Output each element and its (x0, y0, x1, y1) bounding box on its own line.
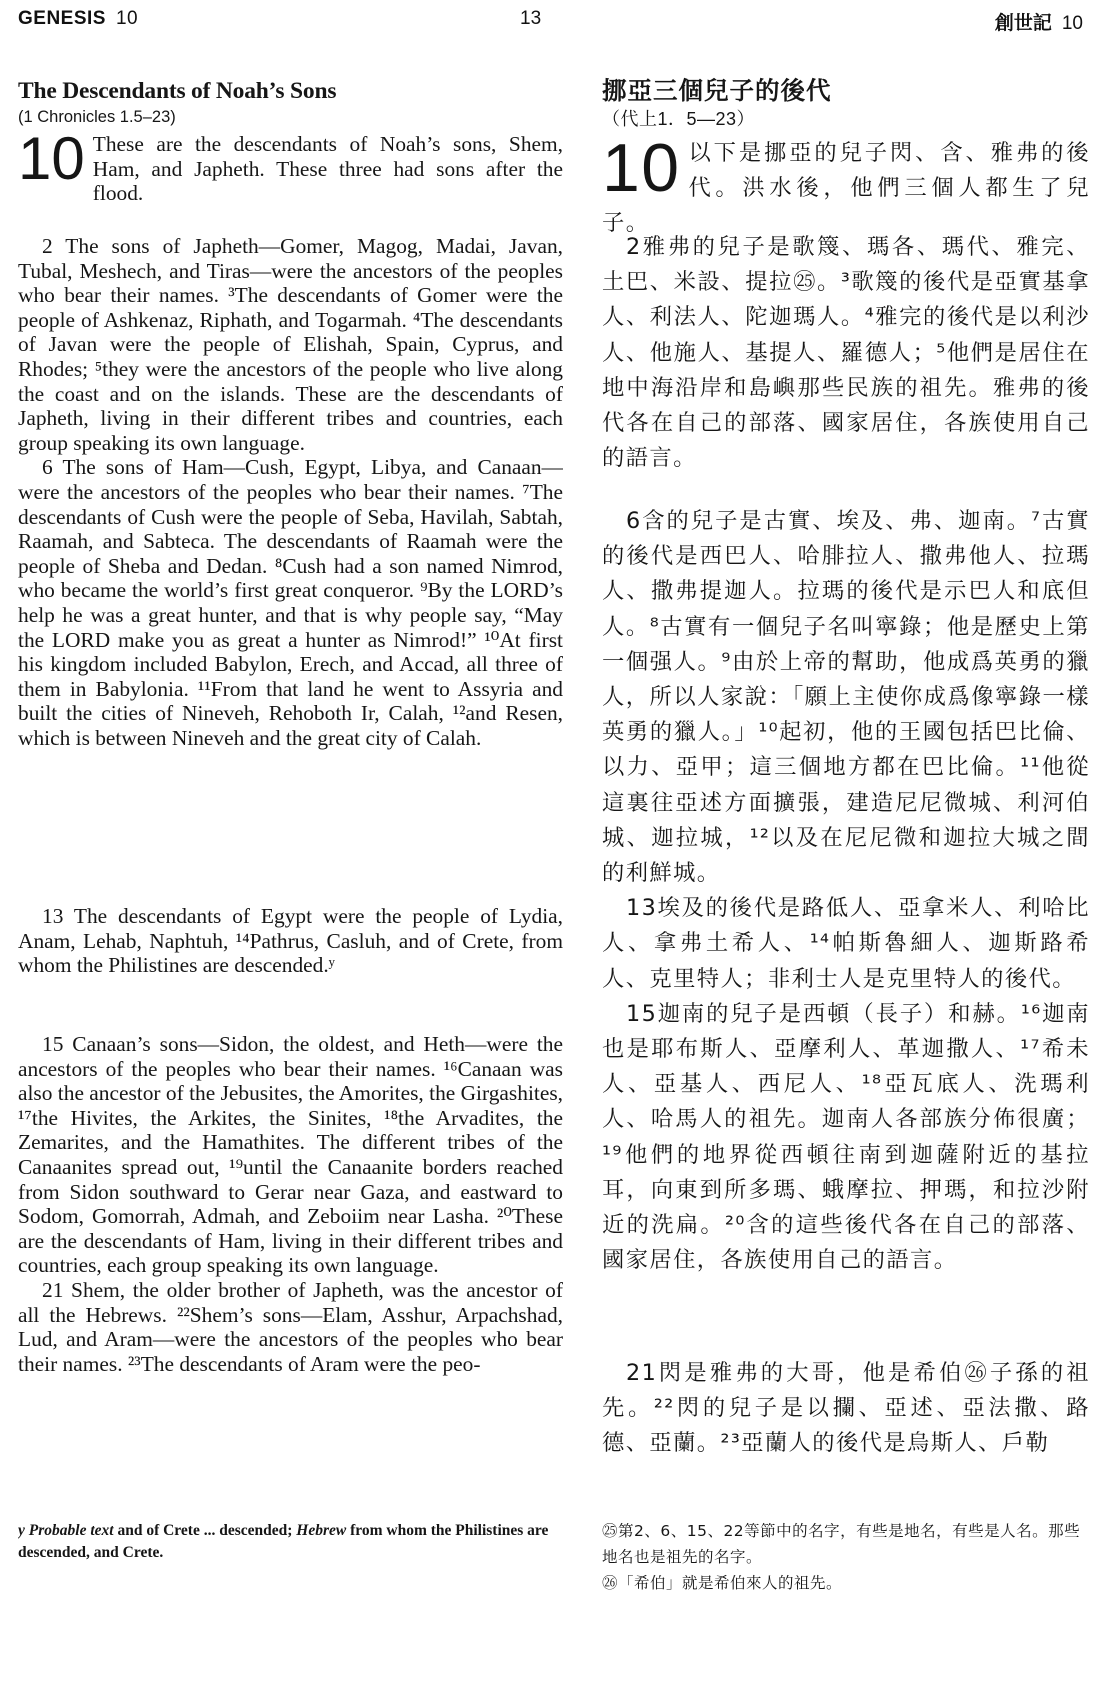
running-head-book-en: GENESIS (18, 8, 106, 29)
cross-reference-en: (1 Chronicles 1.5–23) (18, 108, 176, 126)
paragraph-zh-1 (602, 130, 1090, 242)
chapter-number-zh: 10 (602, 130, 681, 206)
paragraph-zh-6: 21閃是雅弗的大哥，他是希伯㉖子孫的祖先。²²閃的兒子是以攔、亞述、亞法撒、路德、亞蘭。²³亞蘭人的後代是烏斯人、戶勒 (602, 1360, 1090, 1457)
paragraph-zh-5: 15迦南的兒子是西頓（長子）和赫。¹⁶迦南也是耶布斯人、亞摩利人、革迦撒人、¹⁷希未人、亞基人、西尼人、¹⁸亞瓦底人、洗瑪利人、哈馬人的祖先。迦南人各部族分佈很廣；¹⁹他們的地界從西頓往南到迦薩附近的基拉耳，向東到所多瑪、蛾摩拉、押瑪，和拉沙附近的洗扁。²⁰含的這些後代各在自己的部落、國家居住，各族使用自己的語言。 (602, 1000, 1090, 1274)
footnote-label-1: Probable text (28, 1522, 114, 1539)
paragraph-text: These are the descendants of Noah’s sons, Shem, Ham, and Japheth. These three had sons after the flood. (92, 132, 563, 206)
footnotes-zh (602, 1518, 1090, 1596)
paragraph-en-5: 15 Canaan’s sons—Sidon, the oldest, and Heth—were the ancestors of the peoples who bear their names. ¹⁶Canaan was also the ancestor of the Jebusites, the Amorites, the Girgashites, ¹⁷the Hivites, the Arkites, the Sinites, ¹⁸the Arvadites, the Zemarites, and the Hamathites. The different tribes of the Canaanites spread out, ¹⁹until the Canaanite borders reached from Sidon southward to Gerar near Gaza, and eastward to Sodom, Gomorrah, Admah, and Zeboiim near Lasha. ²⁰These are the descendants of Ham, living in their different tribes and countries, each group speaking its own language. (18, 1032, 563, 1278)
running-head (0, 0, 1107, 40)
paragraph-en-3: 6 The sons of Ham—Cush, Egypt, Libya, and Canaan—were the ancestors of the peoples who bear their names. ⁷The descendants of Cush were the people of Seba, Havilah, Sabtah, Raamah, and Sabteca. The descendants of Raamah were the people of Sheba and Dedan. ⁸Cush had a son named Nimrod, who became the world’s first great conqueror. ⁹By the LORD’s help he was a great hunter, and that is why people say, “May the LORD make you as great a hunter as Nimrod!” ¹⁰At first his kingdom included Babylon, Erech, and Accad, all three of them in Babylonia. ¹¹From that land he went to Assyria and built the cities of Nineveh, Rehoboth Ir, Calah, ¹²and Resen, which is between Nineveh and the great city of Calah. (18, 455, 563, 750)
paragraph-en-6: 21 Shem, the older brother of Japheth, was the ancestor of all the Hebrews. ²²Shem’s sons—Elam, Asshur, Arpachshad, Lud, and Aram—were the ancestors of the peoples who bear their names. ²³The descendants of Aram were the peo- (18, 1277, 563, 1376)
footnote-zh-1: ㉕第2、6、15、22等節中的名字，有些是地名，有些是人名。那些地名也是祖先的名字。 (602, 1522, 1081, 1566)
paragraph-en-1 (18, 125, 563, 206)
cross-reference-zh: （代上1．5—23） (602, 109, 756, 129)
paragraph-en-4: 13 The descendants of Egypt were the people of Lydia, Anam, Lehab, Naphtuh, ¹⁴Pathrus, Casluh, and of Crete, from whom the Philistines are descended.ʸ (18, 904, 563, 978)
running-head-left (18, 8, 138, 30)
running-head-right (995, 8, 1083, 35)
running-head-chapter-zh: 10 (1061, 13, 1083, 34)
footnote-marker: y (18, 1522, 25, 1539)
page-number: 13 (520, 8, 542, 29)
footnote-text-1: and of Crete ... descended; (117, 1522, 293, 1539)
chinese-column (602, 66, 1090, 1666)
paragraph-zh-4: 13埃及的後代是路低人、亞拿米人、利哈比人、拿弗土希人、¹⁴帕斯魯細人、迦斯路希人、克里特人；非利士人是克里特人的後代。 (602, 895, 1090, 992)
running-head-chapter-en: 10 (115, 8, 139, 29)
footnote-zh-2: ㉖「希伯」就是希伯來人的祖先。 (602, 1574, 843, 1592)
paragraph-zh-3: 6含的兒子是古實、埃及、弗、迦南。⁷古實的後代是西巴人、哈腓拉人、撒弗他人、拉瑪人、撒弗提迦人。拉瑪的後代是示巴人和底但人。⁸古實有一個兒子名叫寧錄；他是歷史上第一個强人。⁹由於上帝的幫助，他成爲英勇的獵人，所以人家說：「願上主使你成爲像寧錄一樣英勇的獵人。」¹⁰起初，他的王國包括巴比倫、以力、亞甲；這三個地方都在巴比倫。¹¹他從這裏往亞述方面擴張，建造尼尼微城、利河伯城、迦拉城，¹²以及在尼尼微和迦拉大城之間的利鮮城。 (602, 508, 1090, 887)
running-head-book-zh: 創世記 (994, 13, 1052, 34)
paragraph-en-2: 2 The sons of Japheth—Gomer, Magog, Madai, Javan, Tubal, Meshech, and Tiras—were the ancestors of the peoples who bear their names. ³The descendants of Gomer were the people of Ashkenaz, Riphath, and Togarmah. ⁴The descendants of Javan were the people of Elishah, Spain, Cyprus, and Rhodes; ⁵they were the ancestors of the people who live along the coast and on the islands. These are the descendants of Japheth, living in their different tribes and countries, each group speaking its own language. (18, 234, 563, 455)
english-column (18, 66, 563, 1666)
paragraph-text: 以下是挪亞的兒子閃、含、雅弗的後代。洪水後，他們三個人都生了兒子。 (602, 140, 1090, 237)
section-title-zh: 挪亞三個兒子的後代 (602, 76, 832, 105)
section-title-en: The Descendants of Noah’s Sons (18, 78, 337, 104)
footnote-label-2: Hebrew (296, 1522, 347, 1539)
paragraph-zh-2: 2雅弗的兒子是歌篾、瑪各、瑪代、雅完、土巴、米設、提拉㉕。³歌篾的後代是亞實基拿人、利法人、陀迦瑪人。⁴雅完的後代是以利沙人、他施人、基提人、羅德人；⁵他們是居住在地中海沿岸和島嶼那些民族的祖先。雅弗的後代各在自己的部落、國家居住，各族使用自己的語言。 (602, 234, 1090, 472)
chapter-number-en: 10 (18, 125, 85, 192)
footnote-en (18, 1520, 563, 1564)
footnote-text-2: from whom the Philistines are descended, and Crete. (18, 1522, 549, 1561)
